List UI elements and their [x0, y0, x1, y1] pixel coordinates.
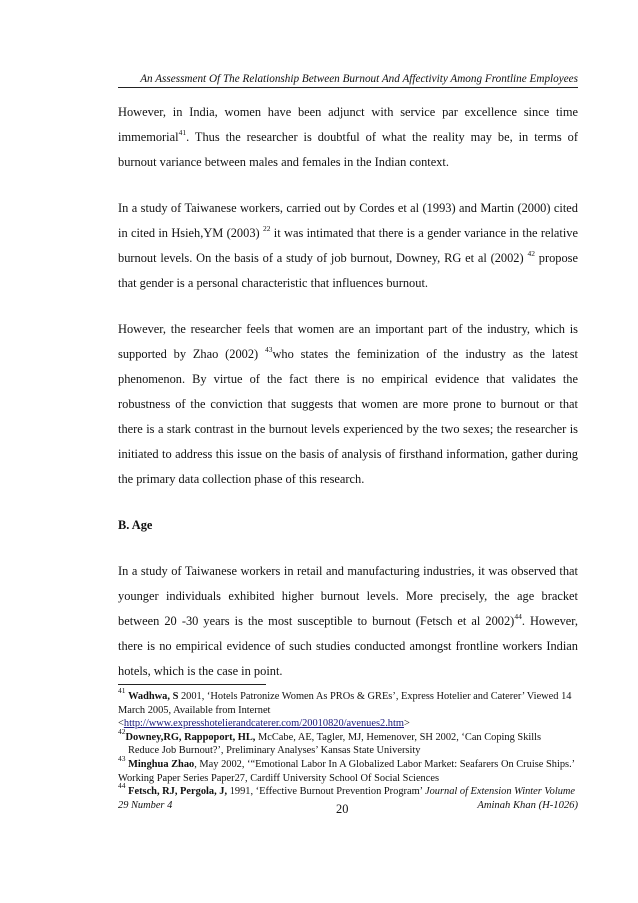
- footnote-ref-44[interactable]: 44: [514, 612, 522, 621]
- footnote-text: Reduce Job Burnout?’, Preliminary Analyses’ Kansas State University: [128, 745, 421, 757]
- footnote-text: , May 2002, ‘“Emotional Labor In A Globalized Labor Market: Seafarers On Cruise Ships.’ Working Paper Series Paper27, Cardiff University School Of Social Sciences: [118, 758, 575, 784]
- footnote-author: Wadhwa, S: [128, 691, 179, 702]
- footnote-number: 43: [118, 753, 126, 763]
- footnote-ref-42[interactable]: 42: [527, 249, 535, 258]
- footnote-url-link[interactable]: http://www.expresshotelierandcaterer.com/20010820/avenues2.htm: [123, 718, 404, 730]
- paragraph-age: [118, 559, 578, 684]
- footnote-separator: [118, 684, 266, 685]
- footnote-41: [118, 686, 583, 731]
- running-header: An Assessment Of The Relationship Between Burnout And Affectivity Among Frontline Employees: [118, 73, 578, 88]
- paragraph-text: it was intimated that there is a gender variance in the relative burnout levels. On the basis of a study of job burnout, Downey, RG et al (2002): [118, 226, 578, 265]
- paragraph-text: . However, there is no empirical evidence of such studies conducted amongst frontline workers Indian hotels, which is the case in point.: [118, 614, 578, 678]
- footnote-text: 1991, ‘Effective Burnout Prevention Program’: [227, 786, 425, 798]
- footnote-ref-22[interactable]: 22: [262, 224, 271, 233]
- footnote-author: Downey,RG, Rappoport, HL,: [125, 731, 256, 743]
- main-text: [118, 100, 578, 705]
- paragraph-text: However, the researcher feels that women are an important part of the industry, which is supported by Zhao (2002): [118, 322, 578, 361]
- author-id: Aminah Khan (H-1026): [477, 800, 578, 811]
- footnote-text: <: [118, 718, 124, 730]
- paragraph-women-industry: [118, 317, 578, 492]
- footnote-ref-43[interactable]: 43: [264, 345, 273, 354]
- footnote-journal: Journal of Extension Winter Volume 29 Number 4: [118, 786, 576, 811]
- paragraph-gender-india: [118, 100, 578, 175]
- footnote-text: McCabe, AE, Tagler, MJ, Hemenover, SH 2002, ‘Can Coping Skills: [255, 731, 542, 743]
- footnote-author: Minghua Zhao: [128, 758, 195, 770]
- footnote-number: 41: [118, 686, 126, 695]
- page-number: 20: [336, 802, 349, 816]
- paragraph-text: propose that gender is a personal characteristic that influences burnout.: [118, 251, 578, 290]
- footnote-ref-41[interactable]: 41: [178, 128, 187, 137]
- footnote-42: [118, 726, 583, 758]
- paragraph-taiwanese-study: [118, 196, 578, 296]
- paragraph-text: who states the feminization of the industry as the latest phenomenon. By virtue of the fact there is no empirical evidence that validates the robustness of the conviction that suggests that women are more prone to burnout or that there is a stark contrast in the burnout levels experienced by the two sexes; the researcher is initiated to address this issue on the basis of analysis of firsthand information, gather during the primary data collection phase of this research.: [118, 347, 578, 486]
- footnote-text: >: [403, 718, 410, 730]
- footnote-number: 42: [118, 726, 126, 736]
- paragraph-text: . Thus the researcher is doubtful of what the reality may be, in terms of burnout variance between males and females in the Indian context.: [118, 130, 578, 169]
- footnote-number: 44: [118, 781, 126, 791]
- section-heading-age: B. Age: [118, 518, 153, 532]
- footnote-text: 2001, ‘Hotels Patronize Women As PROs & GREs’, Express Hotelier and Caterer’ Viewed 14 March 2005, Available from Internet: [118, 691, 572, 716]
- footnote-43: [118, 753, 583, 785]
- paragraph-text: In a study of Taiwanese workers, carried out by Cordes et al (1993) and Martin (2000) cited in cited in Hsieh,YM (2003): [118, 201, 578, 240]
- footnotes: [118, 686, 583, 812]
- footnote-author: Fetsch, RJ, Pergola, J,: [128, 786, 228, 798]
- paragraph-text: In a study of Taiwanese workers in retail and manufacturing industries, it was observed that younger individuals exhibited higher burnout levels. More precisely, the age bracket between 20 -30 years is the most susceptible to burnout (Fetsch et al 2002): [118, 564, 578, 628]
- paragraph-text: However, in India, women have been adjunct with service par excellence since time immemorial: [118, 105, 578, 144]
